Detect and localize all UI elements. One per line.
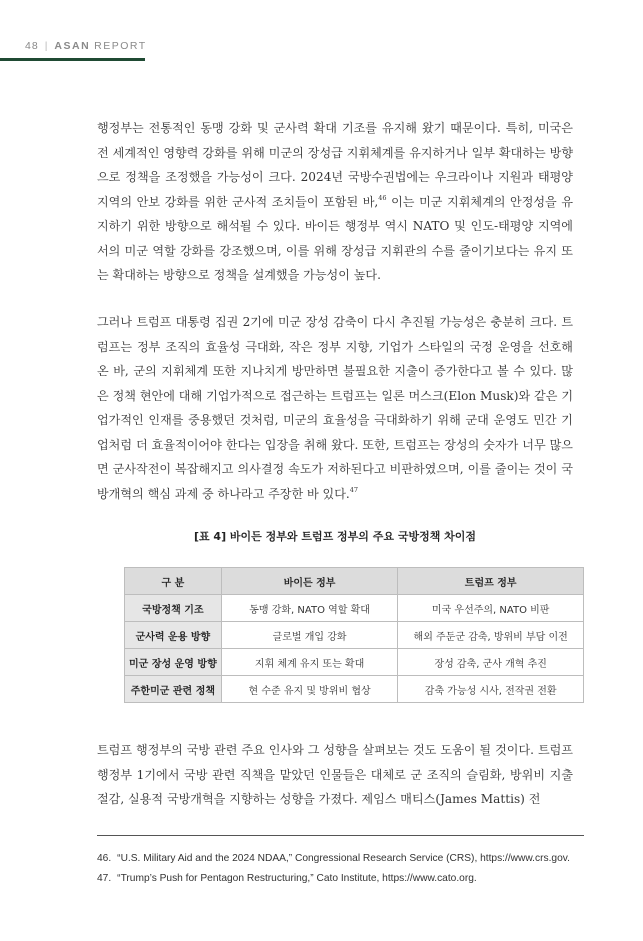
- footnote-text[interactable]: “Trump’s Push for Pentagon Restructuring,” Cato Institute, https://www.cato.org.: [117, 873, 477, 884]
- row-header: 주한미군 관련 정책: [125, 676, 222, 703]
- table-cell: 감축 가능성 시사, 전작권 전환: [398, 676, 584, 703]
- running-header: [25, 40, 147, 52]
- table-row: [125, 595, 584, 622]
- column-header: 트럼프 정부: [398, 568, 584, 595]
- table-cell: 동맹 강화, NATO 역할 확대: [221, 595, 398, 622]
- table-header-row: [125, 568, 584, 595]
- table-row: [125, 649, 584, 676]
- header-rule: [0, 58, 145, 61]
- table-cell: 지휘 체계 유지 또는 확대: [221, 649, 398, 676]
- table-cell: 현 수준 유지 및 방위비 협상: [221, 676, 398, 703]
- table-cell: 글로벌 개입 강화: [221, 622, 398, 649]
- table-cell: 해외 주둔군 감축, 방위비 부담 이전: [398, 622, 584, 649]
- row-header: 미군 장성 운영 방향: [125, 649, 222, 676]
- column-header: 바이든 정부: [221, 568, 398, 595]
- body-paragraph-1: 행정부는 전통적인 동맹 강화 및 군사력 확대 기조를 유지해 왔기 때문이다. 특히, 미국은 전 세계적인 영향력 강화를 위해 미군의 장성급 지휘체계를 유지하거나 일부 확대하는 방향으로 정책을 조정했을 가능성이 크다. 2024년 국방수권법에는 우크라이나 지원과 태평양 지역의 안보 강화를 위한 군사적 조치들이 포함된 바,$^{46}$ 이는 미군 지휘체계의 안정성을 유지하기 위한 방향으로 해석될 수 있다. 바이든 행정부 역시 NATO 및 인도-태평양 지역에서의 미군 역할 강화를 강조했으며, 이를 위해 장성급 지휘관의 수를 줄이기보다는 유지 또는 확대하는 방향으로 정책을 설계했을 가능성이 높다.: [97, 121, 574, 282]
- body-paragraph-2: 그러나 트럼프 대통령 집권 2기에 미군 장성 감축이 다시 추진될 가능성은 충분히 크다. 트럼프는 정부 조직의 효율성 극대화, 작은 정부 지향, 기업가 스타일의 국정 운영을 선호해 온 바, 군의 지휘체계 또한 지나치게 방만하면 불필요한 지출이 증가한다고 볼 수 있다. 많은 정책 현안에 대해 기업가적으로 접근하는 트럼프는 일론 머스크(Elon Musk)와 같은 기업가적인 인재를 중용했던 것처럼, 미군의 효율성을 극대화하기 위해 군대 운영도 민간 기업처럼 더 효율적이어야 한다는 입장을 취해 왔다. 또한, 트럼프는 장성의 숫자가 너무 많으면 군사작전이 복잡해지고 의사결정 속도가 저하된다고 비판하였으며, 이를 줄이는 것이 국방개혁의 핵심 과제 중 하나라고 주장한 바 있다.$^{47}$: [97, 315, 573, 501]
- body-paragraph-3: 트럼프 행정부의 국방 관련 주요 인사와 그 성향을 살펴보는 것도 도움이 될 것이다. 트럼프 행정부 1기에서 국방 관련 직책을 맡았던 인물들은 대체로 군 조직의 슬림화, 방위비 지출 절감, 실용적 국방개혁을 지향하는 성향을 가졌다. 제임스 매티스(James Mattis) 전: [97, 743, 573, 806]
- brand-name: ASAN: [54, 40, 91, 52]
- footnote-ref-46[interactable]: 46: [378, 193, 387, 202]
- row-header: 군사력 운용 방향: [125, 622, 222, 649]
- footnote-ref-47[interactable]: 47: [349, 485, 359, 494]
- table-cell: 장성 감축, 군사 개혁 추진: [398, 649, 584, 676]
- column-header: 구 분: [125, 568, 222, 595]
- table-row: [125, 676, 584, 703]
- policy-comparison-table: [124, 567, 584, 703]
- footnote-47: [97, 869, 587, 889]
- footnote-number: 46.: [97, 853, 112, 864]
- row-header: 국방정책 기조: [125, 595, 222, 622]
- brand-report: REPORT: [94, 40, 147, 52]
- footnote-46: [97, 849, 587, 869]
- page-number: 48: [25, 40, 39, 52]
- table-cell: 미국 우선주의, NATO 비판: [398, 595, 584, 622]
- footnote-number: 47.: [97, 873, 112, 884]
- table-title: [표 4] 바이든 정부와 트럼프 정부의 주요 국방정책 차이점: [193, 530, 477, 543]
- footnote-text[interactable]: “U.S. Military Aid and the 2024 NDAA,” Congressional Research Service (CRS), https://www.crs.gov.: [117, 853, 570, 864]
- header-separator: |: [44, 40, 49, 52]
- table-row: [125, 622, 584, 649]
- footnotes: [97, 849, 587, 889]
- footnote-rule: [97, 835, 584, 836]
